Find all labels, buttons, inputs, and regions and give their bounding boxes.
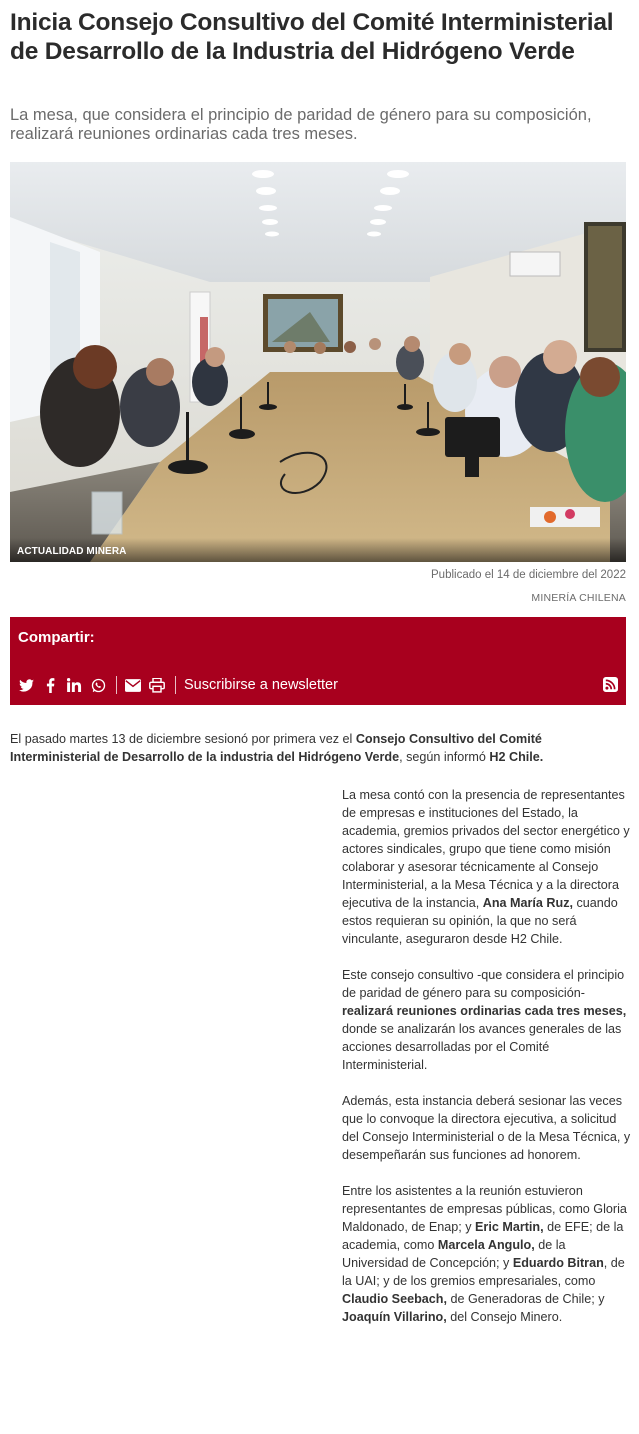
share-separator	[175, 676, 176, 694]
intro-text: El pasado martes 13 de diciembre sesionó por primera vez el	[10, 732, 356, 746]
intro-bold: Consejo Consultivo del Comité Interministerial de Desarrollo de la industria del Hidrógeno Verde	[10, 732, 542, 764]
photo-credit: ACTUALIDAD MINERA	[17, 546, 127, 557]
paragraph-text: de la Universidad de Concepción; y	[342, 1238, 566, 1270]
print-icon[interactable]	[149, 677, 165, 693]
share-title: Compartir:	[18, 629, 95, 646]
source-name: MINERÍA CHILENA	[531, 592, 626, 604]
rss-icon[interactable]	[603, 677, 618, 692]
paragraph-text: Este consejo consultivo -que considera el principio de paridad de género para su composición-	[342, 968, 625, 1000]
facebook-icon[interactable]	[42, 677, 58, 693]
paragraph-text: Además, esta instancia deberá sesionar las veces que lo convoque la directora ejecutiva, a solicitud del Consejo Interministerial o de la Mesa Técnica, y desempeñarán sus funciones ad honorem.	[342, 1094, 631, 1162]
paragraph-text: de EFE; de la academia, como	[342, 1220, 624, 1252]
email-icon[interactable]	[125, 677, 141, 693]
paragraph-bold: Marcela Angulo,	[437, 1238, 535, 1252]
body-paragraph-1	[342, 786, 632, 948]
paragraph-bold: Claudio Seebach,	[342, 1292, 447, 1306]
whatsapp-icon[interactable]	[90, 677, 106, 693]
body-paragraph-3	[342, 1092, 632, 1164]
article-subtitle: La mesa, que considera el principio de paridad de género para su composición, realizará reuniones ordinarias cada tres meses.	[10, 106, 592, 143]
article-title: Inicia Consejo Consultivo del Comité Interministerial de Desarrollo de la Industria del Hidrógeno Verde	[10, 9, 614, 65]
meeting-room-image	[10, 162, 626, 562]
paragraph-bold: Ana María Ruz,	[482, 896, 573, 910]
paragraph-text: cuando estos requieran su opinión, la que no será vinculante, aseguraron desde H2 Chile.	[342, 896, 618, 946]
paragraph-text: del Consejo Minero.	[446, 1310, 563, 1324]
newsletter-link[interactable]: Suscribirse a newsletter	[184, 677, 338, 693]
paragraph-bold: Eduardo Bitran	[512, 1256, 604, 1270]
paragraph-bold: Joaquín Villarino,	[342, 1310, 447, 1324]
twitter-icon[interactable]	[18, 677, 34, 693]
share-actions	[18, 675, 618, 695]
paragraph-text: donde se analizarán los avances generales de las acciones desarrolladas por el Comité Interministerial.	[342, 1022, 622, 1072]
paragraph-bold: realizará reuniones ordinarias cada tres meses,	[342, 1004, 627, 1018]
paragraph-text: Entre los asistentes a la reunión estuvieron representantes de empresas públicas, como Gloria Maldonado, de Enap; y	[342, 1184, 627, 1234]
body-paragraph-2	[342, 966, 632, 1074]
linkedin-icon[interactable]	[66, 677, 82, 693]
article-body-column	[342, 786, 632, 1344]
paragraph-text: La mesa contó con la presencia de representantes de empresas e instituciones del Estado, la academia, gremios privados del sector energético y actores sindicales, grupo que tiene como misión colaborar y asesorar técnicamente al Consejo Interministerial, a la Mesa Técnica y a la directora ejecutiva de la instancia,	[342, 788, 630, 910]
share-separator	[116, 676, 117, 694]
share-bar	[10, 617, 626, 705]
article-intro	[10, 730, 630, 766]
intro-bold: H2 Chile.	[489, 750, 544, 764]
photo-credit-overlay	[10, 538, 626, 562]
paragraph-text: de Generadoras de Chile; y	[446, 1292, 605, 1306]
article-photo	[10, 162, 626, 562]
intro-text: , según informó	[399, 750, 490, 764]
published-date: Publicado el 14 de diciembre del 2022	[431, 569, 626, 581]
paragraph-bold: Eric Martin,	[475, 1220, 544, 1234]
body-paragraph-4	[342, 1182, 632, 1326]
paragraph-text: , de la UAI; y de los gremios empresariales, como	[342, 1256, 625, 1288]
